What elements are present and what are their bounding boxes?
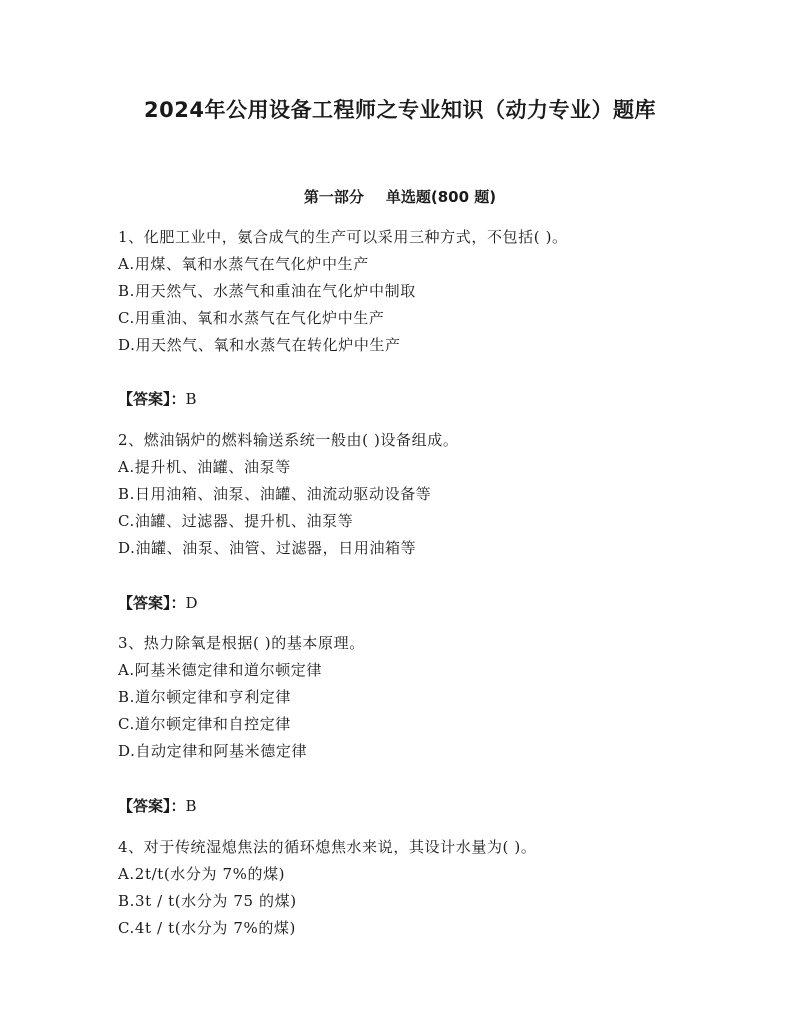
question-3-option-b: B.道尔顿定律和亨利定律	[118, 688, 291, 706]
answer-label: 【答案】：	[118, 797, 186, 815]
question-3-answer	[118, 795, 197, 816]
question-1-option-d: D.用天然气、氧和水蒸气在转化炉中生产	[118, 336, 401, 354]
answer-value: B	[185, 390, 197, 408]
question-2-stem: 2、燃油锅炉的燃料输送系统一般由( )设备组成。	[118, 431, 459, 449]
question-2-option-a: A.提升机、油罐、油泵等	[118, 458, 291, 476]
question-2-option-c: C.油罐、过滤器、提升机、油泵等	[118, 512, 354, 530]
question-2-option-b: B.日用油箱、油泵、油罐、油流动驱动设备等	[118, 485, 432, 503]
question-2-answer	[118, 592, 198, 613]
answer-value: B	[185, 797, 197, 815]
question-1-stem: 1、化肥工业中，氨合成气的生产可以采用三种方式，不包括( )。	[118, 228, 568, 246]
question-3-option-d: D.自动定律和阿基米德定律	[118, 742, 308, 760]
section-part-label: 第一部分	[303, 188, 364, 206]
question-4-stem: 4、对于传统湿熄焦法的循环熄焦水来说，其设计水量为( )。	[118, 838, 537, 856]
section-type-label: 单选题(800 题)	[385, 188, 497, 206]
answer-label: 【答案】：	[118, 594, 186, 612]
question-2-option-d: D.油罐、油泵、油管、过滤器，日用油箱等	[118, 539, 417, 557]
section-title	[0, 186, 800, 207]
question-3-option-a: A.阿基米德定律和道尔顿定律	[118, 661, 323, 679]
question-3-stem: 3、热力除氧是根据( )的基本原理。	[118, 634, 365, 652]
question-4-option-c: C.4t / t(水分为 7%的煤)	[118, 919, 296, 937]
question-1-option-c: C.用重油、氧和水蒸气在气化炉中生产	[118, 309, 385, 327]
question-1-option-a: A.用煤、氧和水蒸气在气化炉中生产	[118, 255, 369, 273]
answer-label: 【答案】：	[118, 390, 186, 408]
question-4-option-b: B.3t / t(水分为 75 的煤)	[118, 892, 297, 910]
question-4-option-a: A.2t/t(水分为 7%的煤)	[118, 865, 286, 883]
question-3-option-c: C.道尔顿定律和自控定律	[118, 715, 291, 733]
question-1-answer	[118, 388, 197, 409]
answer-value: D	[185, 594, 198, 612]
question-1-option-b: B.用天然气、水蒸气和重油在气化炉中制取	[118, 282, 416, 300]
document-title: 2024年公用设备工程师之专业知识（动力专业）题库	[144, 98, 656, 122]
